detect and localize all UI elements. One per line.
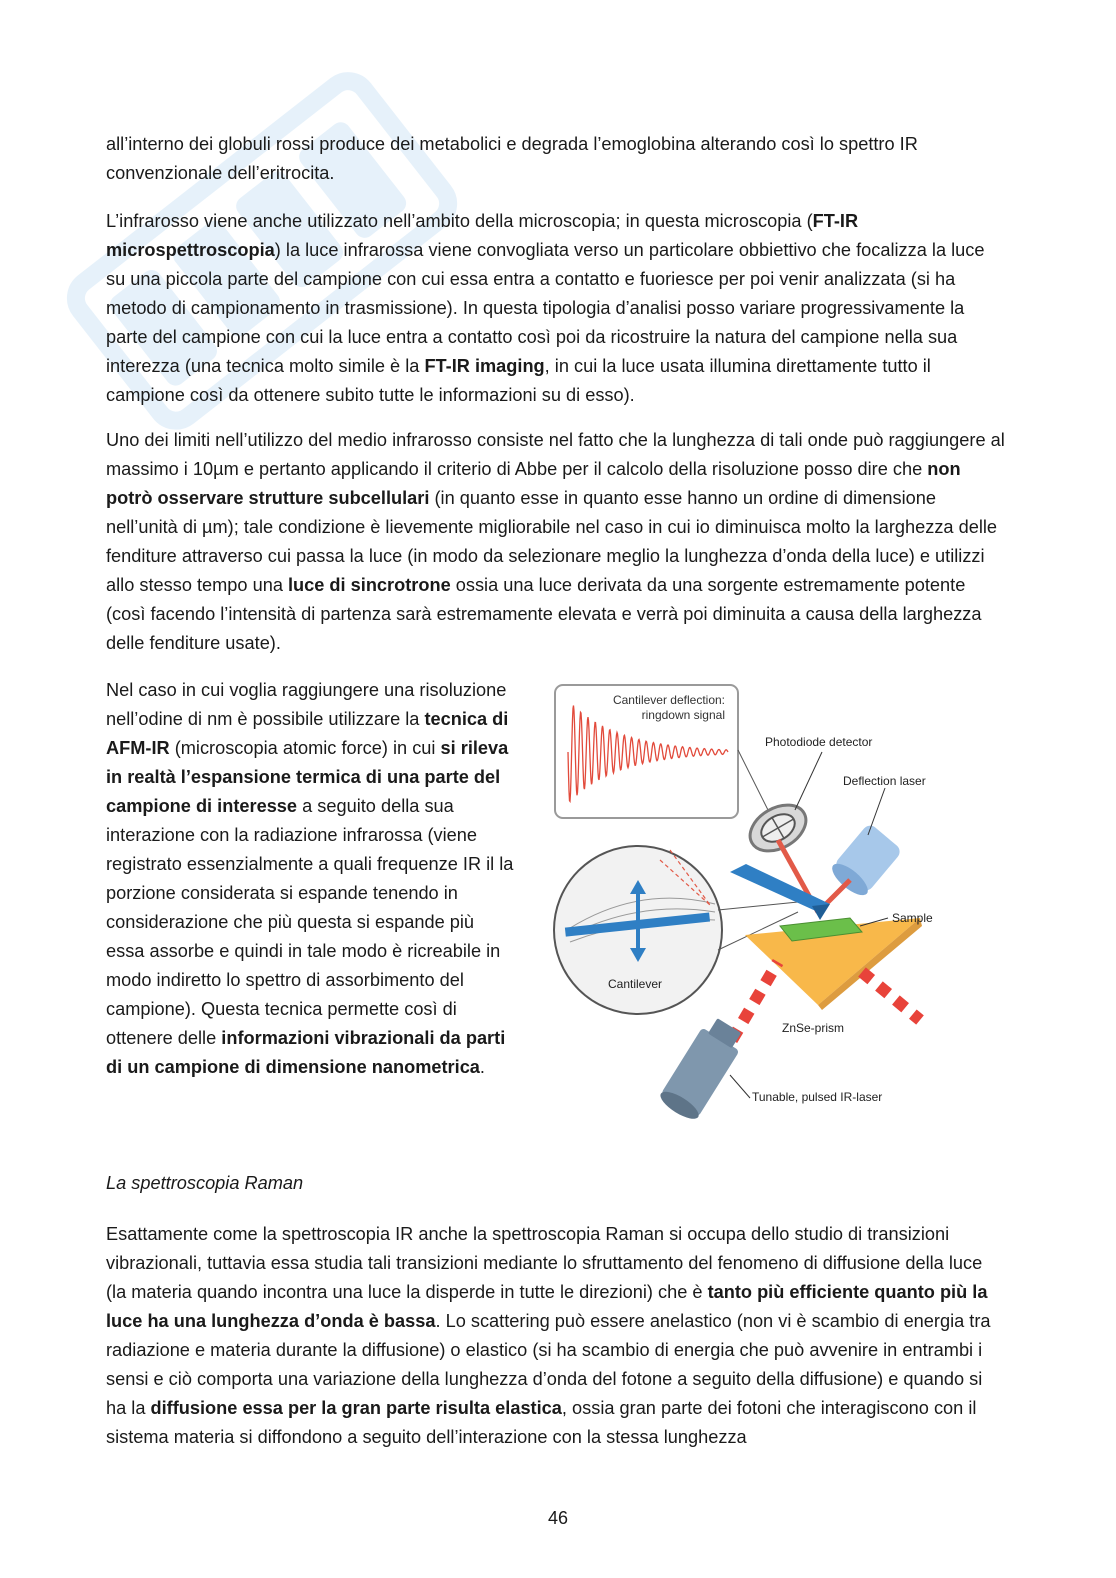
paragraph-5-raman: Esattamente come la spettroscopia IR anche la spettroscopia Raman si occupa dello studio di transizioni vibrazionali, tuttavia essa studia tali transizioni mediante lo sfruttamento del fenomeno di diffusione della luce (la materia quando incontra una luce la disperde in tutte le direzioni) che è tanto più efficiente quanto più la luce ha una lunghezza d’onda è bassa. Lo scattering può essere anelastico (non vi è scambio di energia tra radiazione e materia durante la diffusione) o elastico (si ha scambio di energia che può avvenire in entrambi i sensi e ciò comporta una variazione della lunghezza d’onda del fotone a seguito della diffusione) e quando si ha la diffusione essa per la gran parte risulta elastica, ossia gran parte dei fotoni che interagiscono con il sistema materia si diffondono a seguito dell’interazione con la stessa lunghezza xyxy=(106,1224,991,1447)
cantilever-label: Cantilever xyxy=(608,977,663,991)
photodiode-label: Photodiode detector xyxy=(765,735,873,749)
cantilever-arm xyxy=(730,864,830,912)
section-heading-raman: La spettroscopia Raman xyxy=(106,1173,304,1193)
paragraph-2: L’infrarosso viene anche utilizzato nell’ambito della microscopia; in questa microscopia (FT-IR microspettroscopia) la luce infrarossa viene convogliata verso un particolare obbiettivo che focalizza la luce su una piccola parte del campione con cui essa entra a contatto e fuoriesce per poi venir analizzata (si ha metodo di campionamento in trasmissione). In questa tipologia d’analisi posso variare progressivamente la parte del campione con cui la luce entra a contatto così poi da ricostruire la natura del campione nella sua interezza (una tecnica molto simile è la FT-IR imaging, in cui la luce usata illumina direttamente tutto il campione così da ottenere subito tutte le informazioni su di esso). xyxy=(106,211,985,405)
ir-laser-label: Tunable, pulsed IR-laser xyxy=(752,1090,883,1104)
ir-laser xyxy=(657,1014,748,1120)
prism-label: ZnSe-prism xyxy=(782,1021,845,1035)
paragraph-1: all’interno dei globuli rossi produce dei metabolici e degrada l’emoglobina alterando così lo spettro IR convenzionale dell’eritrocita. xyxy=(106,134,918,183)
ringdown-label-2: ringdown signal xyxy=(641,708,725,722)
photodiode-detector xyxy=(742,796,814,861)
sample-label: Sample xyxy=(892,911,933,925)
afm-ir-diagram xyxy=(550,680,960,1120)
page-number: 46 xyxy=(547,1508,569,1528)
deflection-laser-label: Deflection laser xyxy=(843,774,926,788)
paragraph-3: Uno dei limiti nell’utilizzo del medio infrarosso consiste nel fatto che la lunghezza di tali onde può raggiungere al massimo i 10µm e pertanto applicando il criterio di Abbe per il calcolo della risoluzione posso dire che non potrò osservare strutture subcellulari (in quanto esse in quanto esse hanno un ordine di dimensione nell’unità di µm); tale condizione è lievemente migliorabile nel caso in cui io diminuisca molto la larghezza delle fenditure attraverso cui passa la luce (in modo da selezionare meglio la lunghezza d’onda della luce) e utilizzi allo stesso tempo una luce di sincrotrone ossia una luce derivata da una sorgente estremamente potente (così facendo l’intensità di partenza sarà estremamente elevata e verrà poi diminuita a causa della larghezza delle fenditure usate). xyxy=(106,430,1005,653)
paragraph-4-afm-ir: Nel caso in cui voglia raggiungere una risoluzione nell’odine di nm è possibile utilizzare la tecnica di AFM-IR (microscopia atomic force) in cui si rileva in realtà l’espansione termica di una parte del campione di interesse a seguito della sua interazione con la radiazione infrarossa (viene registrato essenzialmente a quali frequenze IR il la porzione considerata si espande tenendo in considerazione che più questa si espande più essa assorbe e quindi in tale modo è ricreabile in modo indiretto lo spettro di assorbimento del campione). Questa tecnica permette così di ottenere delle informazioni vibrazionali da parti di un campione di dimensione nanometrica. xyxy=(106,680,514,1077)
ringdown-label-1: Cantilever deflection: xyxy=(612,693,725,707)
